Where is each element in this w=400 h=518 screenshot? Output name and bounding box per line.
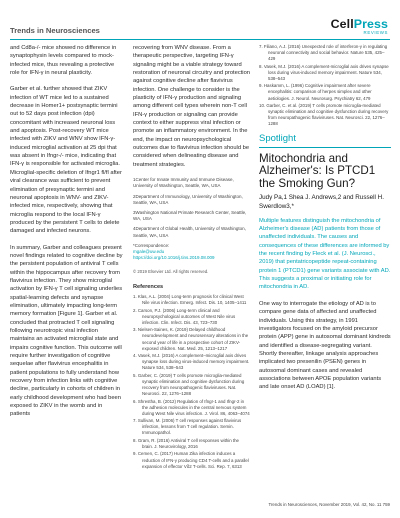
reference-item: 9. Haskamm, L. (1996) Cognitive impairment after severe encephalitis: comparison of herpes simplex and other aetiologies. J. Neurol. Neurosurg. Psychiatry 62, 479: [259, 83, 372, 101]
column-3: [259, 44, 391, 392]
abstract: Multiple features distinguish the mitochondria of Alzheimer's disease (AD) patients from those of unaffected individuals. The causes and consequences of these differences are informed by the recent finding by Fleck et al. (J. Neurosci., 2019) that pentatricopeptide repeat-containing protein 1 (PTCD1) gene variants associate with AD. This suggests a proximal or initiating role for mitochondria in AD.: [259, 217, 391, 291]
reference-item: 1. Klas, A.L. (2004) Long-term prognosis for clinical West Nile virus infection. Emerg. Infect. Dis. 10, 1405–1411: [133, 294, 247, 306]
reference-item: 6. Shrestha, B. (2012) Regulation of Ifngr-1 and Ifngr-2 in the adhesion molecules in the central nervous system during West Nile virus infection. J. Virol. 86, 4063–4074: [133, 398, 250, 416]
reference-item: 7. Filiano, A.J. (2016) Unexpected role of interferon-γ in regulating neuronal connectivity and social behavior. Nature 535, 425–429: [259, 44, 388, 62]
reference-item: 4. Vasek, M.J. (2016) A complement–microglial axis drives synapse loss during virus-induced memory impairment. Nature 534, 538–543: [133, 353, 250, 371]
cellpress-logo: [331, 17, 388, 35]
affiliation: 3Washington National Primate Research Center, Seattle, WA, USA: [133, 209, 247, 222]
reference-item: 8. Vasek, M.J. (2016) A complement-microglial axis drives synapse loss during virus-induced memory impairment. Nature 534, 538–543: [259, 63, 389, 81]
doi-link[interactable]: https://doi.org/10.1016/j.tins.2019.08.009: [133, 255, 215, 261]
spotlight-label: Spotlight: [259, 133, 296, 145]
article-authors: Judy Pa,1 Shea J. Andrews,2 and Russell H. Swerdlow3,*: [259, 194, 384, 210]
references-list: [133, 294, 251, 470]
copyright: © 2019 Elsevier Ltd. All rights reserved.: [133, 269, 209, 275]
paragraph: and Cd8a-/- mice showed no difference in synaptophysin levels compared to mock-infected mice, thus revealing a protective role for IFN-γ in neural plasticity.: [10, 45, 117, 77]
column-1: [10, 44, 123, 419]
paragraph: recovering from WNV disease. From a therapeutic perspective, targeting IFN-γ signaling might be a viable strategy toward restoration of neuronal circuitry and protection against cognitive decline after flavivirus infection. One challenge to consider is the plasticity of IFN-γ production and signaling among different cell types wherein non-T cell IFN-γ production or signaling can provide context to either suppress viral infection or promote an inflammatory environment. In the end, the impact on neuropsychological outcomes due to flavivirus infection should be considered when delineating disease and treatment strategies.: [133, 45, 250, 168]
reference-item: 9. Cemen, C. (2017) Human Zika infection induces a reduction of IFN-γ producing CD4 T-cells and a parallel expansion of effector Vδ2 T-cells. Sci. Rep. 7, 6313: [133, 451, 249, 469]
reference-item: 8. Gram, R. (2016) Antiviral T cell responses within the brain. J. Neurovirology, 2016: [133, 437, 239, 449]
references-list: [259, 44, 391, 127]
paragraph: One way to interrogate the etiology of AD is to compare gene data of affected and unaffected individuals. Using this strategy, in 1991 investigators focused on the amyloid precursor protein (APP) gene in autosomal dominant kindreds and identified a disease-segregating variant. Shortly thereafter, linkage analysis approaches implicated two presenilin (PSEN) genes in autosomal dominant cases and revealed associations between APOE population variants and late onset AD (LOAD) [1].: [259, 300, 391, 391]
affiliation: 2Department of Immunology, University of Washington, Seattle, WA, USA: [133, 193, 243, 205]
correspondence-label: *Correspondence:: [133, 242, 170, 248]
affiliation: 4Department of Global Health, University of Washington, Seattle, WA, USA: [133, 226, 246, 238]
header-rule: [10, 39, 390, 40]
journal-title: Trends in Neurosciences: [10, 26, 100, 35]
reference-item: 7. Sullivan, M. (2006) T cell responses against flavivirus infection, lessons from T cell regulation. Semin. Immunopathol.: [133, 418, 242, 436]
page-footer: Trends in Neurosciences, November 2019, Vol. 42, No. 11 759: [268, 502, 390, 507]
article-title: Mitochondria and Alzheimer's: Is PTCD1 the Smoking Gun?: [259, 151, 376, 190]
affiliation: 1Center for Innate Immunity and Immune Disease, University of Washington, Seattle, WA, USA: [133, 177, 234, 189]
paragraph: Garber et al. further showed that ZIKV infection of WT mice led to a sustained decrease in Homer1+ postsynaptic termini out to 52 days post infection (dpi) concomitant with increased neuronal loss and apoptosis. Post-recovery WT mice infected with ZIKV and WNV show IFN-γ-induced microglial activation at 25 dpi that was absent in Ifngr-/- mice, indicating that IFN-γ is responsible for activated microglia. Microglial-specific deletion of Ifngr1 fl/fl after viral clearance was sufficient to prevent elimination of presynaptic termini and neuronal apoptosis in WNV- and ZIKV-infected mice, respectively, showing that microglia respond to the local IFN-γ produced by the persistent T cells to delete damaged and infected neurons.: [10, 86, 122, 235]
reference-item: 3. Nielsen-Saines, K. (2019) Delayed childhood neurodevelopment and neurosensory alterations in the second year of life in a prospective cohort of ZIKV-exposed children. Nat. Med. 25, 1213–1217: [133, 327, 249, 351]
spotlight-rule: [259, 147, 391, 148]
column-2: [133, 44, 251, 471]
reference-item: 5. Garber, C. (2019) T cells promote microglia-mediated synaptic elimination and cognitive dysfunction during recovery from neuropathogenic flaviviruses. Nat. Neurosci. 22, 1276–1288: [133, 372, 245, 397]
logo-reviews: REVIEWS: [363, 30, 388, 35]
logo-wordmark: CellPress: [330, 17, 388, 31]
correspondence-email[interactable]: mgale@uw.edu: [133, 248, 165, 254]
reference-item: 10. Garber, C. et al. (2019) T cells promote microglia-mediated synaptic elimination and cognitive dysfunction during recovery from neuropathogenic flaviviruses. Nat. Neurosci. 22, 1276–1288: [259, 103, 389, 127]
reference-item: 2. Carson, P.J. (2006) Long-term clinical and neuropsychological outcomes of West Nile virus infection. Clin. Infect. Dis. 43, 723–730: [133, 307, 236, 325]
paragraph: In summary, Garber and colleagues present novel findings related to cognitive decline by the persistent population of antiviral T cells within the hippocampus after recovery from flavivirus infection. They show microglial activation by IFN-γ T cell signaling underlies spatial-learning defects and synapse elimination, ultimately impacting long-term memory formation [Figure 1]. Garber et al. concluded that protracted T cell signaling following neurotropic viral infection maintains an activated microglial state and impairs cognitive function. This outcome will require further investigation of cognitive sequelae after flavivirus encephalitis in patient populations to fully understand how recovery from infection links with cognitive decline, particularly in cohorts of children in early childhood development who had been exposed to ZIKV in the womb and in patients: [10, 244, 123, 418]
references-heading: References: [133, 283, 164, 290]
correspondence: [133, 243, 251, 262]
